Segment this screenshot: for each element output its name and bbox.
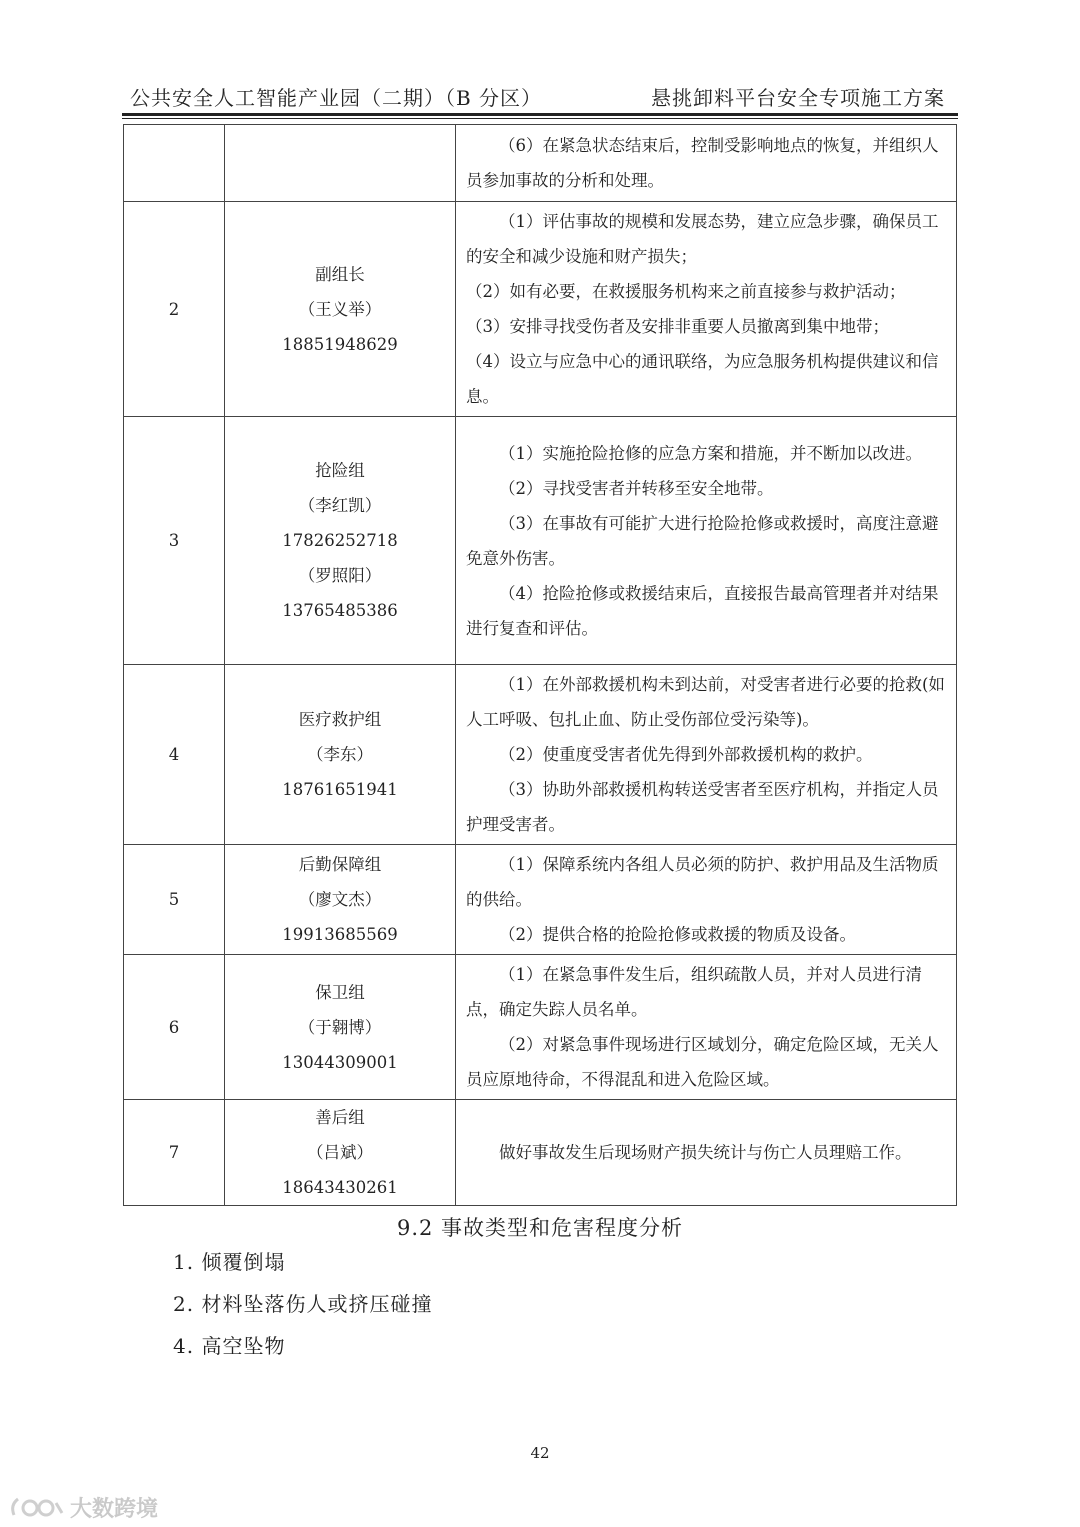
header-rule-thin xyxy=(122,118,958,119)
role-cell xyxy=(225,417,456,665)
duty-item: （6）在紧急状态结束后，控制受影响地点的恢复，并组织人员参加事故的分析和处理。 xyxy=(466,136,939,190)
row-number xyxy=(124,125,225,202)
watermark-logo-icon xyxy=(8,1495,66,1521)
role-name: 后勤保障组 xyxy=(298,855,382,874)
member-phone: 18643430261 xyxy=(282,1178,398,1197)
table-row xyxy=(124,1100,957,1206)
table-row xyxy=(124,417,957,665)
row-number: 3 xyxy=(124,417,225,665)
role-cell xyxy=(225,1100,456,1206)
role-name: 医疗救护组 xyxy=(298,710,382,729)
member-phone: 18761651941 xyxy=(282,780,398,799)
duty-item: （3）在事故有可能扩大进行抢险抢修或救援时，高度注意避免意外伤害。 xyxy=(466,513,939,568)
role-cell xyxy=(225,665,456,845)
role-cell xyxy=(225,202,456,417)
duty-item: （4）设立与应急中心的通讯联络，为应急服务机构提供建议和信息。 xyxy=(466,352,939,406)
member-name: （李红凯） xyxy=(298,496,382,515)
duty-cell xyxy=(456,417,957,665)
member-name: （王义举） xyxy=(298,299,382,319)
role-cell xyxy=(225,955,456,1100)
duty-cell xyxy=(456,955,957,1100)
member-phone: 13044309001 xyxy=(282,1052,398,1072)
duty-item: （3）安排寻找受伤者及安排非重要人员撤离到集中地带； xyxy=(466,317,889,336)
member-phone: 13765485386 xyxy=(282,601,398,620)
duty-item: （2）寻找受害者并转移至安全地带。 xyxy=(499,478,774,498)
page-number: 42 xyxy=(530,1444,550,1462)
row-number: 4 xyxy=(124,665,225,845)
duty-cell xyxy=(456,845,957,955)
table-row xyxy=(124,202,957,417)
duty-item: （1）评估事故的规模和发展态势，建立应急步骤，确保员工的安全和减少设施和财产损失； xyxy=(466,212,939,266)
watermark xyxy=(8,1492,158,1523)
duty-item: （1）在外部救援机构未到达前，对受害者进行必要的抢救(如人工呼吸、包扎止血、防止受伤部位受污染等)。 xyxy=(466,675,945,729)
duty-item: （2）如有必要，在救援服务机构来之前直接参与救护活动； xyxy=(466,282,906,301)
accident-type-list xyxy=(173,1247,432,1373)
header-document-title: 公共安全人工智能产业园（二期）（B 分区） xyxy=(130,86,543,110)
duty-item: （1）实施抢险抢修的应急方案和措施，并不断加以改进。 xyxy=(499,443,922,463)
watermark-text: 大数跨境 xyxy=(70,1497,159,1522)
list-item: 1. 倾覆倒塌 xyxy=(173,1250,286,1274)
duty-item: （4）抢险抢修或救援结束后，直接报告最高管理者并对结果进行复查和评估。 xyxy=(466,583,939,638)
list-item: 2. 材料坠落伤人或挤压碰撞 xyxy=(173,1292,433,1316)
row-number: 6 xyxy=(124,955,225,1100)
member-phone: 18851948629 xyxy=(282,334,398,354)
duty-cell xyxy=(456,1100,957,1206)
list-item: 4. 高空坠物 xyxy=(173,1334,286,1358)
header-rule xyxy=(122,113,958,116)
duty-item: （1）保障系统内各组人员必须的防护、救护用品及生活物质的供给。 xyxy=(466,855,939,909)
role-name: 善后组 xyxy=(315,1108,365,1127)
duty-item: 做好事故发生后现场财产损失统计与伤亡人员理赔工作。 xyxy=(499,1143,912,1162)
table-row xyxy=(124,845,957,955)
role-cell xyxy=(225,845,456,955)
member-name: （李东） xyxy=(307,745,373,764)
duty-cell xyxy=(456,202,957,417)
role-name: 保卫组 xyxy=(315,982,365,1002)
role-cell xyxy=(225,125,456,202)
duty-cell xyxy=(456,665,957,845)
member-name: （罗照阳） xyxy=(298,566,382,585)
member-phone: 19913685569 xyxy=(282,925,398,944)
member-phone: 17826252718 xyxy=(282,531,398,550)
row-number: 5 xyxy=(124,845,225,955)
member-name: （吕斌） xyxy=(307,1143,373,1162)
member-name: （于翱博） xyxy=(298,1017,382,1037)
table-row xyxy=(124,125,957,202)
table-row xyxy=(124,955,957,1100)
duty-cell xyxy=(456,125,957,202)
duty-item: （2）对紧急事件现场进行区域划分，确定危险区域，无关人员应原地待命，不得混乱和进入危险区域。 xyxy=(466,1035,939,1089)
duty-item: （1）在紧急事件发生后，组织疏散人员，并对人员进行清点，确定失踪人员名单。 xyxy=(466,965,922,1019)
role-name: 抢险组 xyxy=(315,461,365,480)
member-name: （廖文杰） xyxy=(298,890,382,909)
role-name: 副组长 xyxy=(315,264,365,284)
row-number: 2 xyxy=(124,202,225,417)
row-number: 7 xyxy=(124,1100,225,1206)
duty-item: （2）提供合格的抢险抢修或救援的物质及设备。 xyxy=(499,925,856,944)
table-row xyxy=(124,665,957,845)
section-title: 9.2 事故类型和危害程度分析 xyxy=(396,1216,684,1240)
duty-item: （2）使重度受害者优先得到外部救援机构的救护。 xyxy=(499,745,873,764)
header-section-title: 悬挑卸料平台安全专项施工方案 xyxy=(651,86,945,110)
emergency-roles-table xyxy=(123,124,957,1206)
duty-item: （3）协助外部救援机构转送受害者至医疗机构，并指定人员护理受害者。 xyxy=(466,780,939,834)
